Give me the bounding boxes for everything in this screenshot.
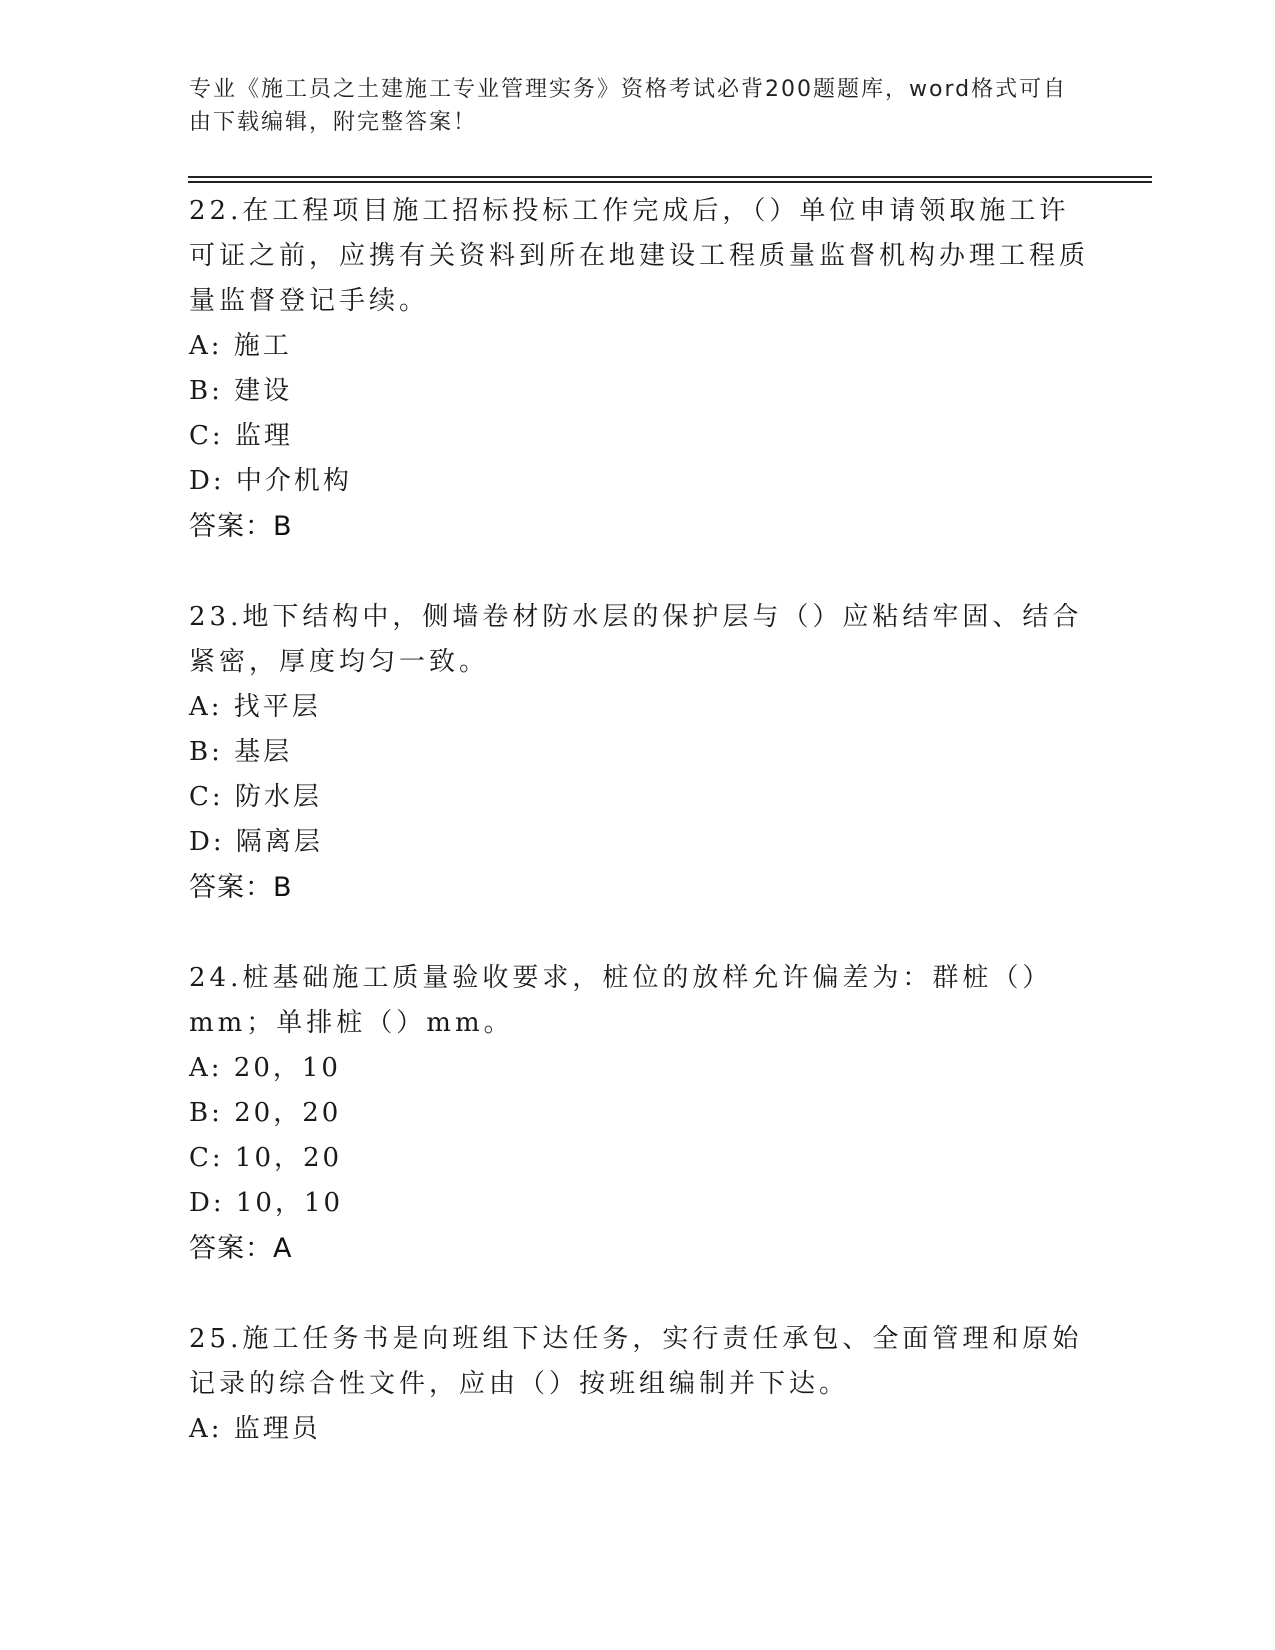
answer-line: 答案：B [189, 511, 293, 542]
option-b: B: 20，20 [189, 1098, 342, 1128]
option-c: C: 监理 [189, 421, 293, 451]
answer-line: 答案：A [189, 1233, 293, 1264]
question-25 [189, 1317, 1089, 1452]
option-a: A: 监理员 [189, 1414, 321, 1444]
option-c: C: 10，20 [189, 1143, 343, 1173]
header-divider-top [188, 176, 1152, 178]
question-stem: 24.桩基础施工质量验收要求，桩位的放样允许偏差为：群桩（）mm；单排桩（）mm。 [189, 963, 1053, 1038]
question-24 [189, 956, 1089, 1271]
option-d: D: 隔离层 [189, 827, 323, 857]
option-c: C: 防水层 [189, 782, 322, 812]
answer-line: 答案：B [189, 872, 293, 903]
option-d: D: 中介机构 [189, 466, 352, 496]
question-23 [189, 595, 1089, 910]
question-list [189, 189, 1089, 1498]
document-header: 专业《施工员之土建施工专业管理实务》资格考试必背200题题库，word格式可自由下载编辑，附完整答案！ [189, 77, 1068, 135]
option-a: A: 施工 [189, 331, 292, 361]
question-22 [189, 189, 1089, 549]
header-divider-bottom [188, 181, 1152, 183]
option-a: A: 20，10 [189, 1053, 341, 1083]
option-a: A: 找平层 [189, 692, 321, 722]
question-stem: 25.施工任务书是向班组下达任务，实行责任承包、全面管理和原始记录的综合性文件，应由（）按班组编制并下达。 [189, 1324, 1083, 1399]
question-stem: 23.地下结构中，侧墙卷材防水层的保护层与（）应粘结牢固、结合紧密，厚度均匀一致。 [189, 602, 1083, 677]
option-b: B: 基层 [189, 737, 293, 767]
option-b: B: 建设 [189, 376, 293, 406]
option-d: D: 10，10 [189, 1188, 344, 1218]
question-stem: 22.在工程项目施工招标投标工作完成后，（）单位申请领取施工许可证之前，应携有关资料到所在地建设工程质量监督机构办理工程质量监督登记手续。 [189, 196, 1090, 316]
